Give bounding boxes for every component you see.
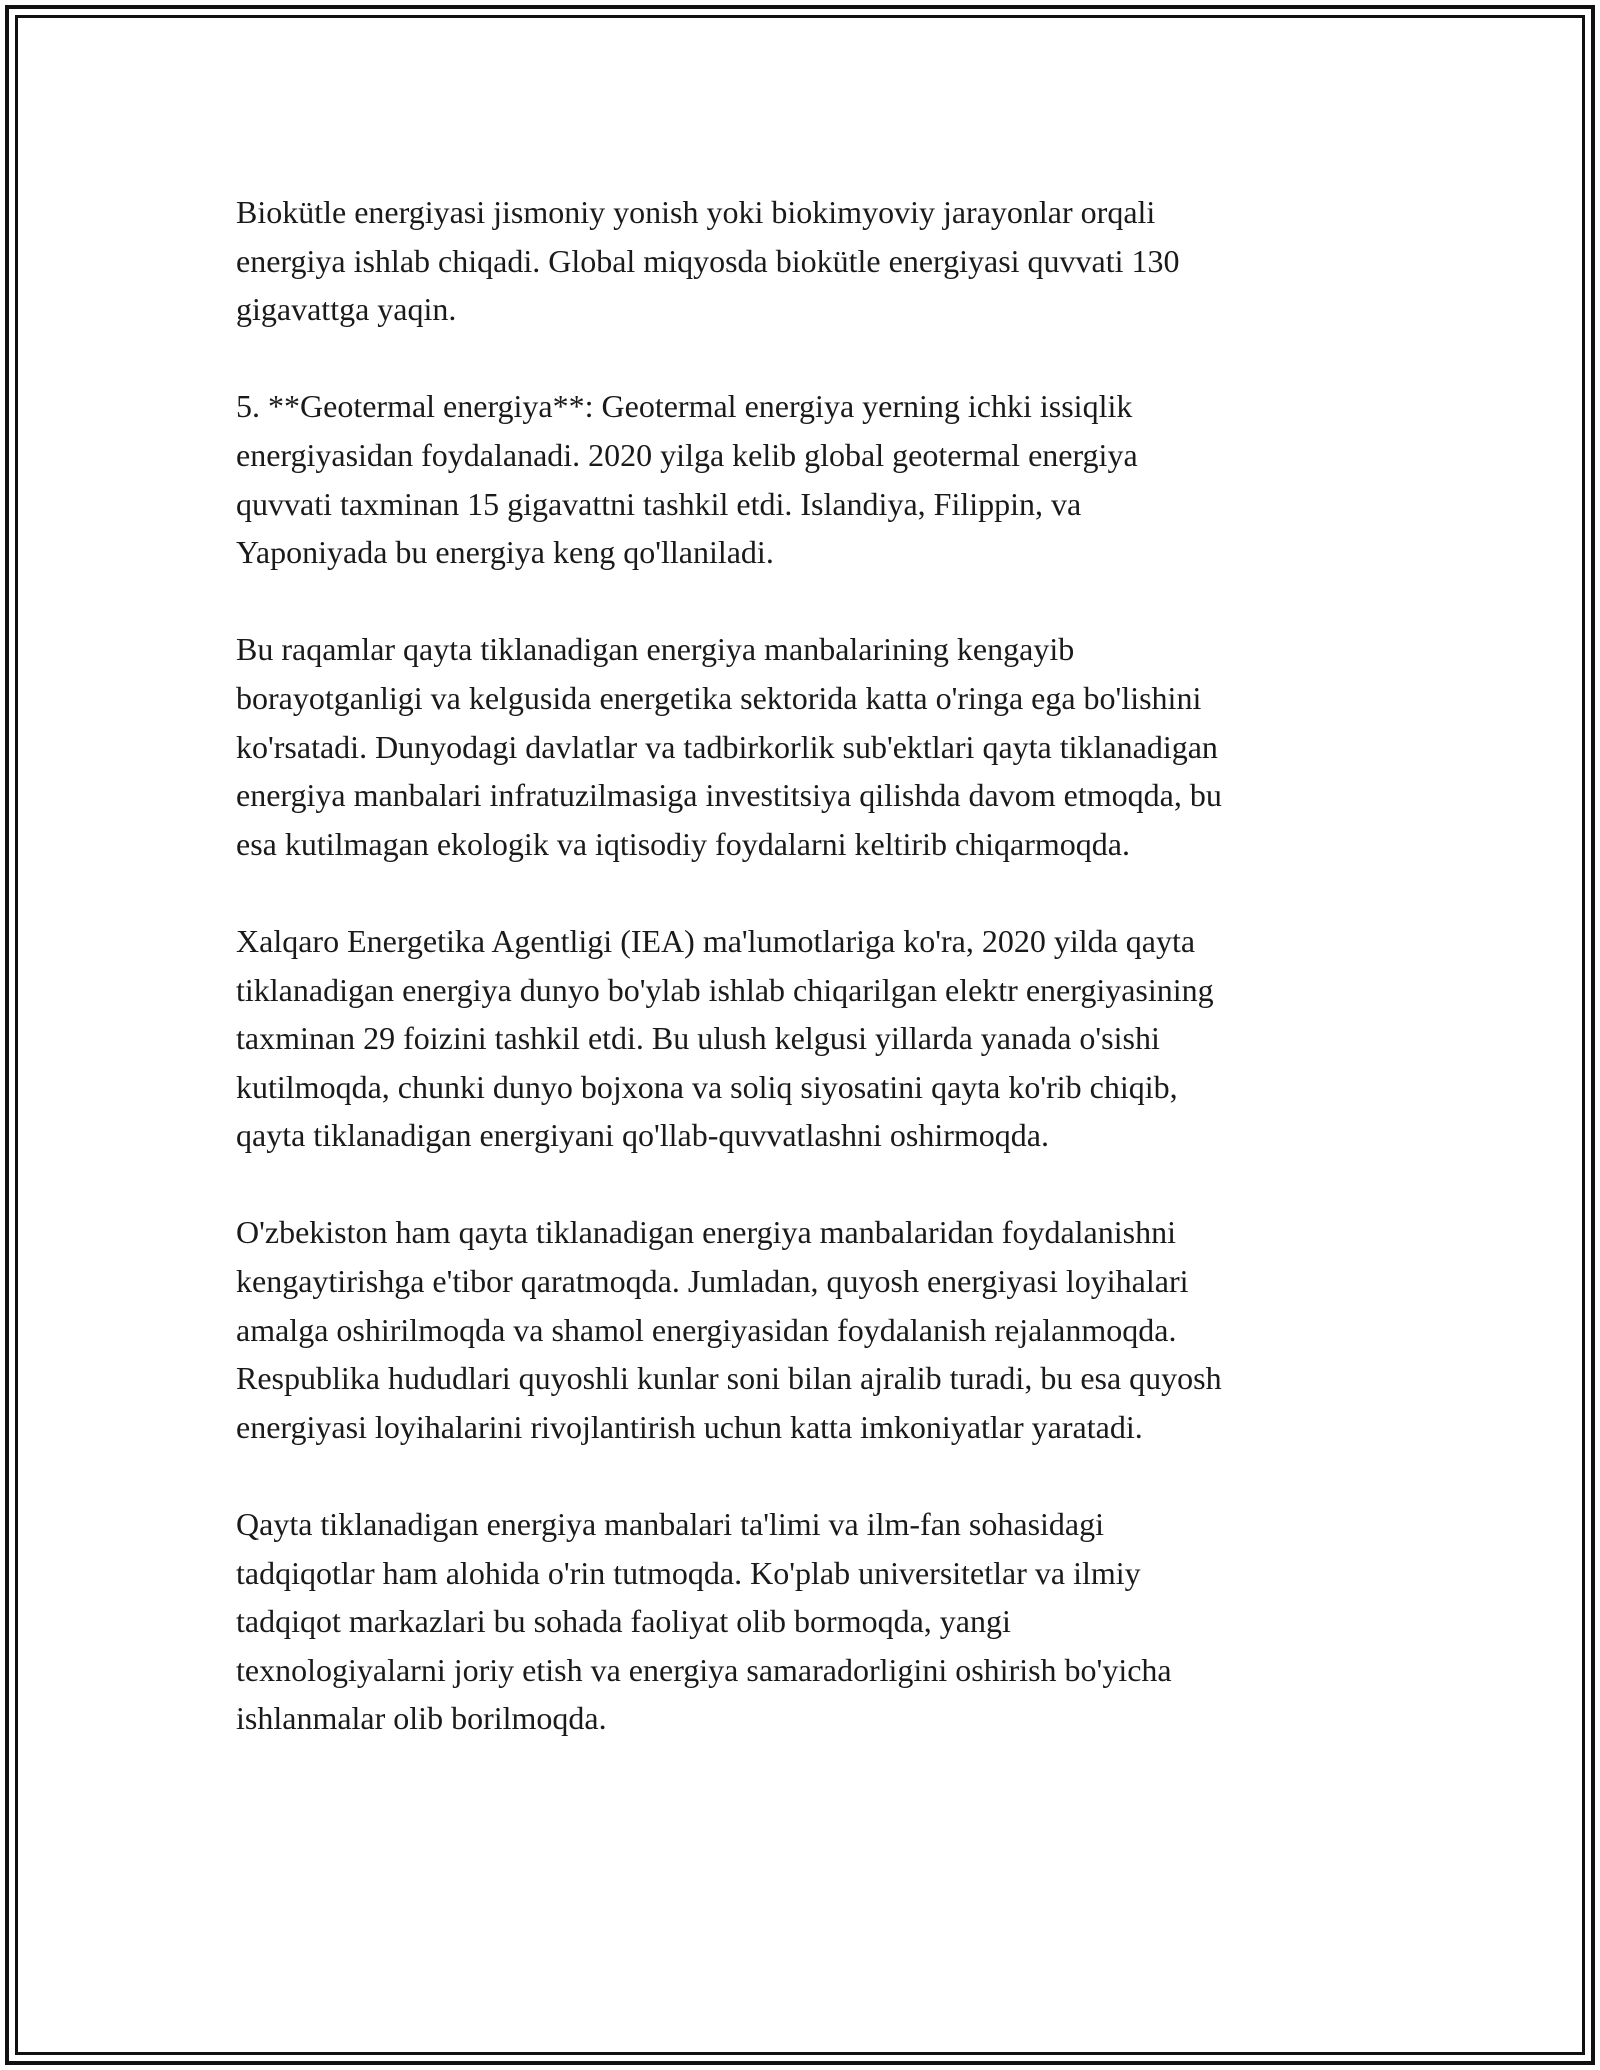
paragraph-geothermal: 5. **Geotermal energiya**: Geotermal energiya yerning ichki issiqlik energiyasidan foydalanadi. 2020 yilga kelib global geotermal energiya quvvati taxminan 15 gigavattni tashkil etdi. Islandiya, Filippin, va Yaponiyada bu energiya keng qo'llaniladi. xyxy=(236,388,1138,571)
paragraph-biomass: Biokütle energiyasi jismoniy yonish yoki biokimyoviy jarayonlar orqali energiya ishlab chiqadi. Global miqyosda biokütle energiyasi quvvati 130 gigavattga yaqin. xyxy=(236,194,1180,328)
paragraph-research: Qayta tiklanadigan energiya manbalari ta'limi va ilm-fan sohasidagi tadqiqotlar ham alohida o'rin tutmoqda. Ko'plab universitetlar va ilmiy tadqiqot markazlari bu sohada faoliyat olib bormoqda, yangi texnologiyalarni joriy etish va energiya samaradorligini oshirish bo'yicha ishlanmalar olib borilmoqda. xyxy=(236,1506,1172,1737)
paragraph-uzbekistan: O'zbekiston ham qayta tiklanadigan energiya manbalaridan foydalanishni kengaytirishga e'tibor qaratmoqda. Jumladan, quyosh energiyasi loyihalari amalga oshirilmoqda va shamol energiyasidan foydalanish rejalanmoqda. Respublika hududlari quyoshli kunlar soni bilan ajralib turadi, bu esa quyosh energiyasi loyihalarini rivojlantirish uchun katta imkoniyatlar yaratadi. xyxy=(236,1214,1222,1445)
paragraph-iea: Xalqaro Energetika Agentligi (IEA) ma'lumotlariga ko'ra, 2020 yilda qayta tiklanadigan energiya dunyo bo'ylab ishlab chiqarilgan elektr energiyasining taxminan 29 foizini tashkil etdi. Bu ulush kelgusi yillarda yanada o'sishi kutilmoqda, chunki dunyo bojxona va soliq siyosatini qayta ko'rib chiqib, qayta tiklanadigan energiyani qo'llab-quvvatlashni oshirmoqda. xyxy=(236,922,1214,1154)
paragraph-growth: Bu raqamlar qayta tiklanadigan energiya manbalarining kengayib borayotganligi va kelgusida energetika sektorida katta o'ringa ega bo'lishini ko'rsatadi. Dunyodagi davlatlar va tadbirkorlik sub'ektlari qayta tiklanadigan energiya manbalari infratuzilmasiga investitsiya qilishda davom etmoqda, bu esa kutilmagan ekologik va iqtisodiy foydalarni keltirib chiqarmoqda. xyxy=(236,631,1222,862)
document-body xyxy=(236,188,1376,1792)
